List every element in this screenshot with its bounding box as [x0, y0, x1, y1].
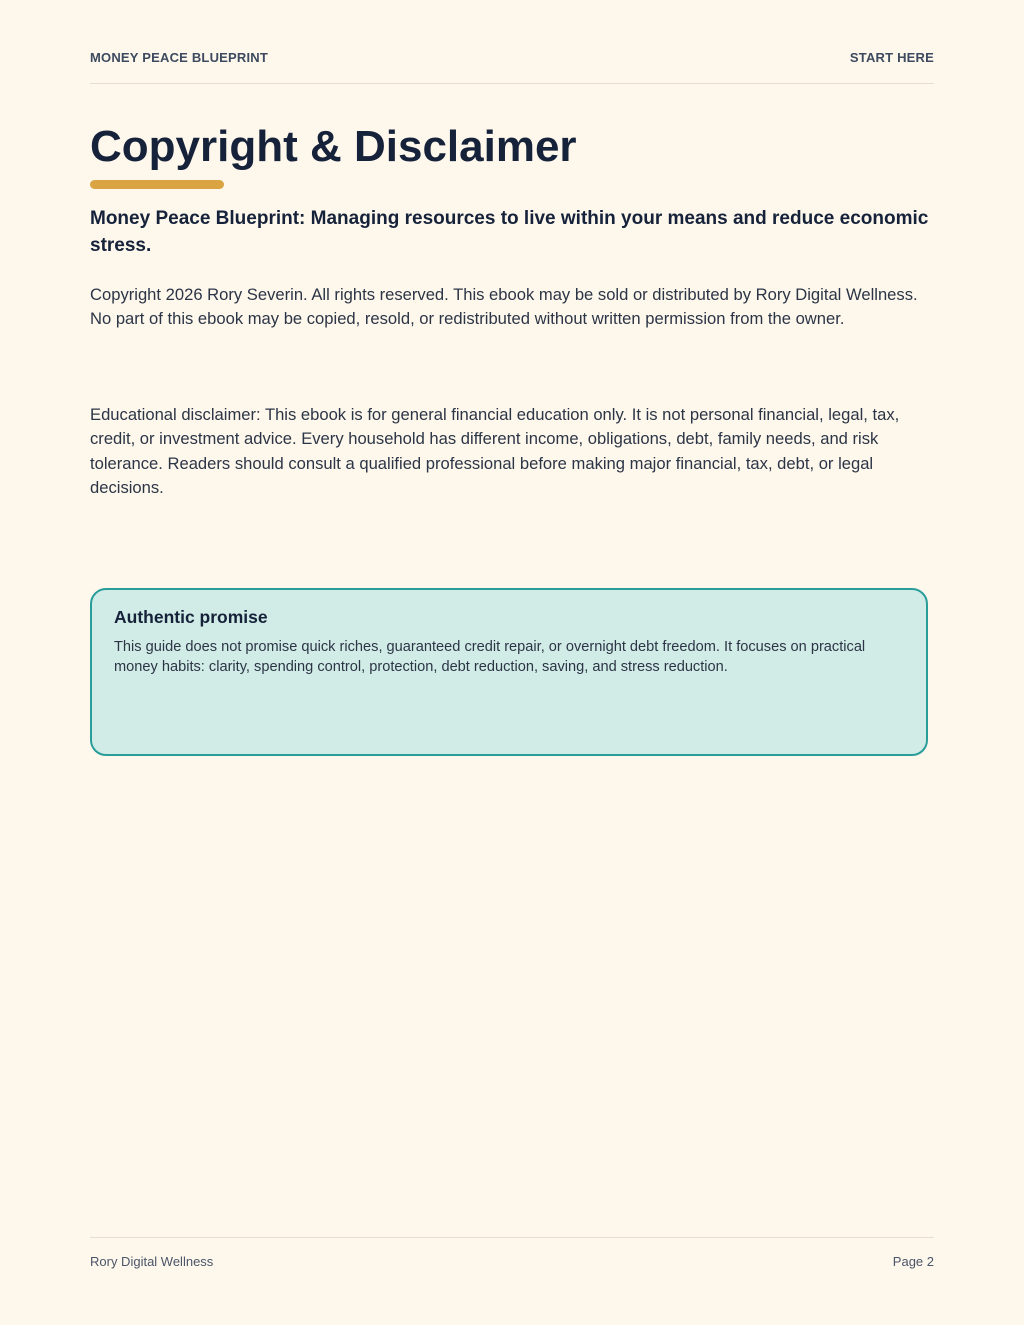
document-page — [90, 0, 934, 1325]
running-header — [90, 50, 934, 65]
header-section-label: START HERE — [849, 50, 934, 65]
authentic-promise-callout — [90, 588, 928, 756]
page-title: Copyright & Disclaimer — [90, 122, 577, 171]
footer-publisher: Rory Digital Wellness — [90, 1254, 214, 1269]
copyright-paragraph: Copyright 2026 Rory Severin. All rights reserved. This ebook may be sold or distributed by Rory Digital Wellness. No part of this ebook may be copied, resold, or redistributed without written permission from the owner. — [90, 285, 918, 329]
callout-body: This guide does not promise quick riches, guaranteed credit repair, or overnight debt freedom. It focuses on practical money habits: clarity, spending control, protection, debt reduction, saving, and stress reduction. — [114, 639, 866, 675]
running-footer — [90, 1254, 934, 1269]
header-book-title: MONEY PEACE BLUEPRINT — [90, 50, 269, 65]
page-subtitle: Money Peace Blueprint: Managing resources to live within your means and reduce economic stress. — [90, 208, 929, 256]
callout-title: Authentic promise — [114, 607, 268, 627]
footer-page-number: Page 2 — [892, 1254, 934, 1269]
title-accent-underline — [90, 180, 224, 189]
header-divider — [90, 83, 934, 84]
disclaimer-paragraph: Educational disclaimer: This ebook is for general financial education only. It is not personal financial, legal, tax, credit, or investment advice. Every household has different income, obligations, debt, family needs, and risk tolerance. Readers should consult a qualified professional before making major financial, tax, debt, or legal decisions. — [90, 405, 900, 498]
footer-divider — [90, 1237, 934, 1238]
